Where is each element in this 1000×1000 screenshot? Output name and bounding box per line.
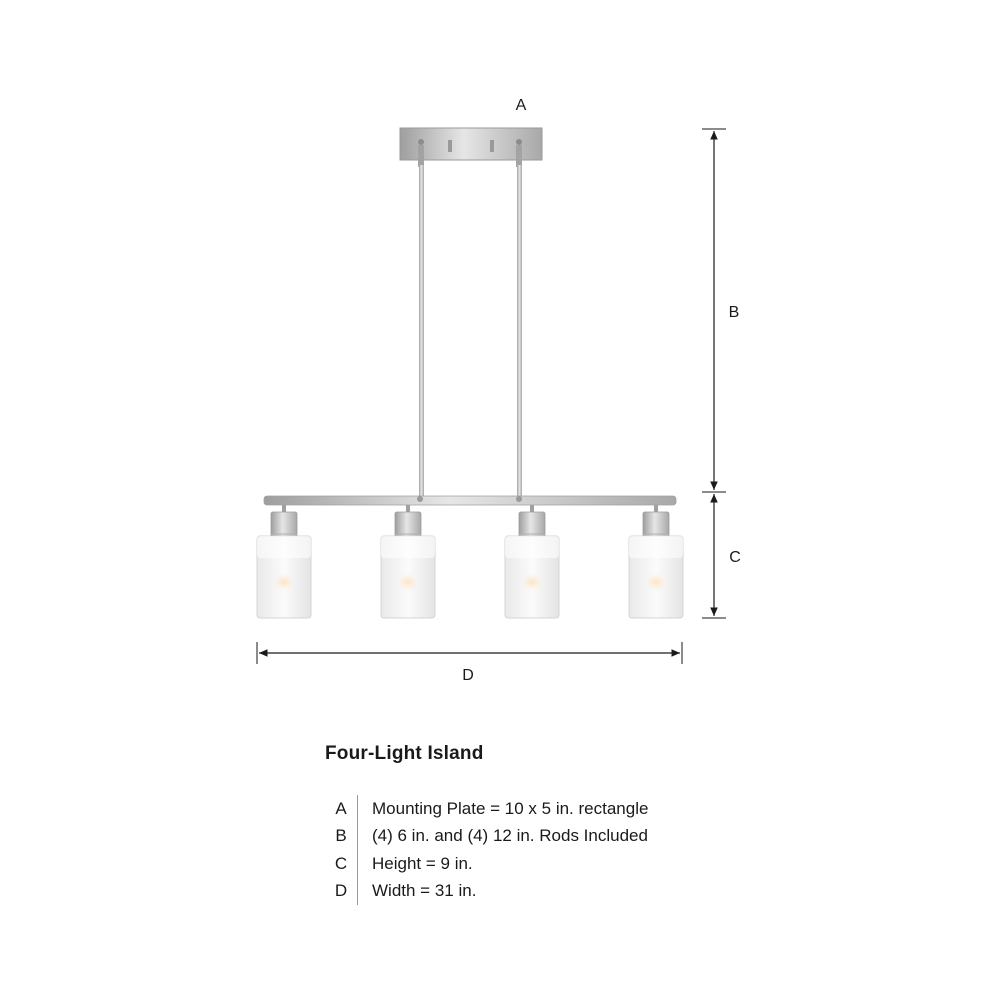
mounting-plate <box>400 128 542 167</box>
light-shades <box>257 505 683 618</box>
support-rods <box>419 165 522 498</box>
light-shade-2 <box>381 505 435 618</box>
spec-table <box>325 795 825 905</box>
spec-text: Width = 31 in. <box>372 881 477 901</box>
label-b: B <box>728 304 740 321</box>
spec-letter: D <box>334 881 348 901</box>
light-shade-3 <box>505 505 559 618</box>
spec-panel <box>325 743 825 905</box>
horizontal-bar <box>264 496 676 505</box>
spec-text: Mounting Plate = 10 x 5 in. rectangle <box>372 798 649 818</box>
spec-letter: C <box>334 853 348 873</box>
spec-row-c <box>325 850 825 878</box>
dimension-b <box>702 129 726 492</box>
spec-letter: B <box>335 826 347 846</box>
divider <box>357 878 358 906</box>
light-shade-4 <box>629 505 683 618</box>
light-shade-1 <box>257 505 311 618</box>
spec-text: Height = 9 in. <box>372 853 473 873</box>
spec-row-a <box>325 795 825 823</box>
spec-row-d <box>325 878 825 906</box>
label-a: A <box>515 97 527 114</box>
divider <box>357 850 358 878</box>
dimension-d <box>257 642 682 664</box>
label-c: C <box>729 549 741 566</box>
divider <box>357 823 358 851</box>
divider <box>357 795 358 823</box>
product-title: Four-Light Island <box>325 743 484 764</box>
dimension-c <box>702 494 726 618</box>
spec-row-b <box>325 823 825 851</box>
label-d: D <box>462 667 474 684</box>
spec-text: (4) 6 in. and (4) 12 in. Rods Included <box>372 826 648 846</box>
spec-letter: A <box>335 798 347 818</box>
